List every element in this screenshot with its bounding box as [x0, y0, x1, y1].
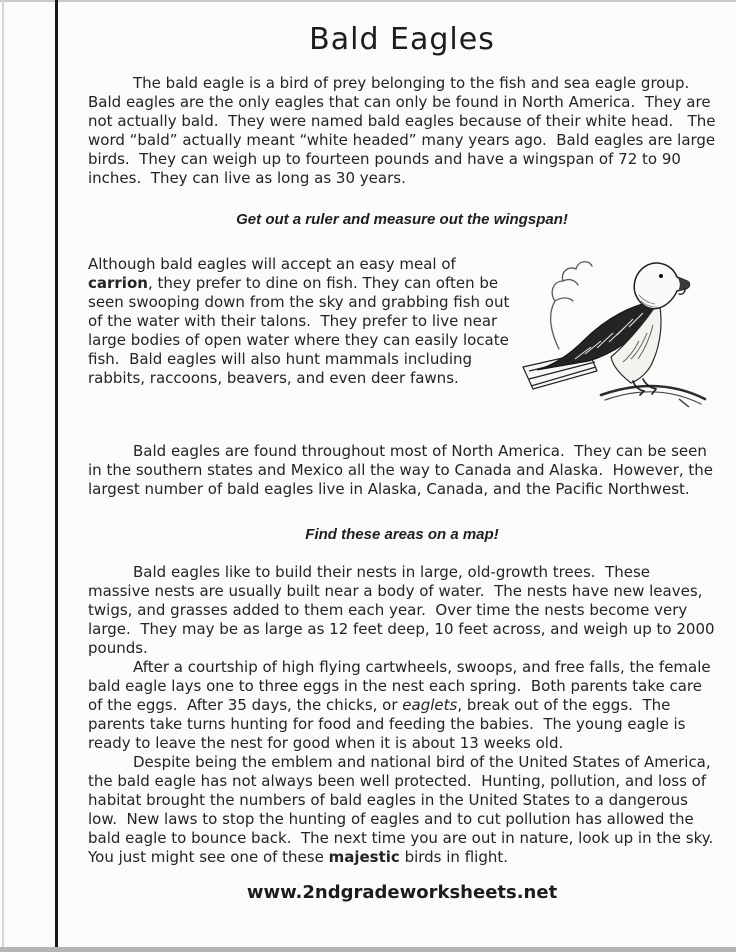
callout-wingspan: Get out a ruler and measure out the wingspan!: [236, 211, 568, 228]
paragraph-nests: Bald eagles like to build their nests in large, old-growth trees. These massive nests are usually built near a body of water. The nests have new leaves, twigs, and grasses added to them each year. Over time the nests become very large. They may be as large as 12 feet deep, 10 feet across, and weigh up to 2000 pounds.: [88, 563, 720, 657]
site-footer: www.2ndgradeworksheets.net: [246, 882, 558, 903]
diet-section: [88, 255, 716, 415]
paragraph-intro: The bald eagle is a bird of prey belonging to the fish and sea eagle group. Bald eagles are the only eagles that can only be found in North America. They are not actually bald. They were named bald eagles because of their white head. The word “bald” actually meant “white headed” many years ago. Bald eagles are large birds. They can weigh up to fourteen pounds and have a wingspan of 72 to 90 inches. They can live as long as 30 years.: [88, 74, 721, 187]
paragraph-eggs: After a courtship of high flying cartwheels, swoops, and free falls, the female bald eagle lays one to three eggs in the nest each spring. Both parents take care of the eggs. After 35 days, the chicks, or eaglets, break out of the eggs. The parents take turns hunting for food and feeding the babies. The young eagle is ready to leave the nest for good when it is about 13 weeks old.: [88, 658, 716, 752]
paragraph-protection: Despite being the emblem and national bird of the United States of America, the bald eagle has not always been well protected. Hunting, pollution, and loss of habitat brought the numbers of bald eagles in the United States to a dangerous low. New laws to stop the hunting of eagles and to cut pollution has allowed the bald eagle to bounce back. The next time you are out in nature, look up in the sky. You just might see one of these majestic birds in flight.: [88, 753, 723, 866]
page-title: Bald Eagles: [309, 22, 495, 57]
page-content: [88, 0, 723, 903]
callout-map: Find these areas on a map!: [305, 526, 499, 543]
paragraph-diet: Although bald eagles will accept an easy meal of carrion, they prefer to dine on fish. They can often be seen swooping down from the sky and grabbing fish out of the water with their talons. They prefer to live near large bodies of open water where they can easily locate fish. Bald eagles will also hunt mammals including rabbits, raccoons, beavers, and even deer fawns.: [88, 255, 515, 387]
paragraph-range: Bald eagles are found throughout most of North America. They can be seen in the southern states and Mexico all the way to Canada and Alaska. However, the largest number of bald eagles live in Alaska, Canada, and the Pacific Northwest.: [88, 442, 718, 498]
scan-edge-bottom: [0, 947, 736, 952]
bald-eagle-illustration: [510, 249, 716, 415]
nesting-section: [88, 563, 723, 867]
bald-eagle-sketch-icon: [513, 249, 713, 415]
scan-edge-left: [2, 0, 4, 952]
page-border-rule: [55, 0, 58, 952]
